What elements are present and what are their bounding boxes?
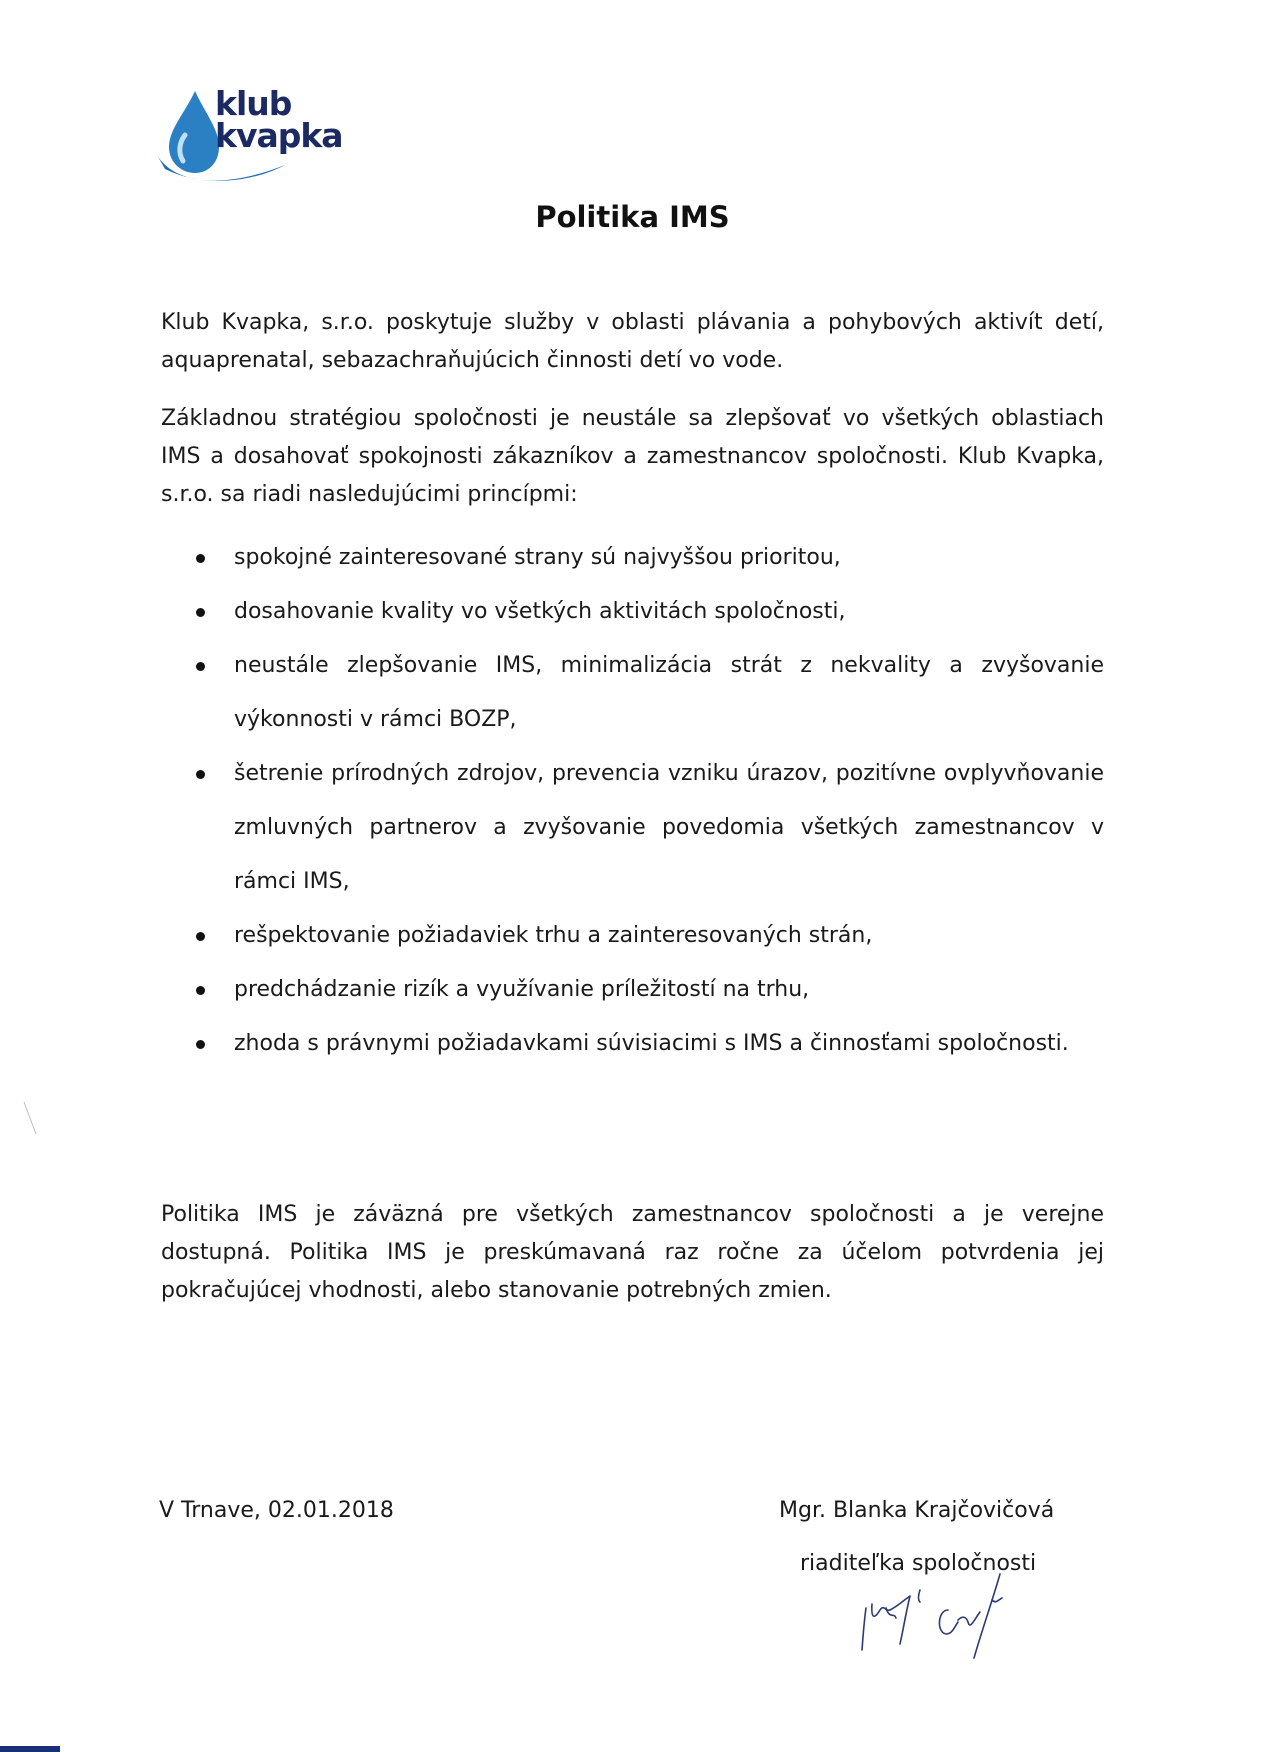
closing-paragraph: Politika IMS je záväzná pre všetkých zamestnancov spoločnosti a je verejne dostupná. Politika IMS je preskúmavaná raz ročne za účelom potvrdenia jej pokračujúcej vhodnosti, alebo stanovanie potrebných zmien. [161, 1202, 1104, 1303]
bullet-icon [196, 770, 205, 779]
list-item [190, 531, 1104, 585]
principle-text: rešpektovanie požiadaviek trhu a zainteresovaných strán, [234, 923, 873, 948]
bullet-icon [196, 608, 205, 617]
page-title: Politika IMS [535, 200, 730, 234]
bullet-icon [196, 932, 205, 941]
logo-text-kvapka: kvapka [215, 116, 343, 155]
logo-text-klub: klub [215, 84, 292, 123]
signatory-name: Mgr. Blanka Krajčovičová [779, 1498, 1055, 1523]
bullet-icon [196, 554, 205, 563]
list-item [190, 585, 1104, 639]
list-item [190, 1017, 1104, 1071]
principle-text: dosahovanie kvality vo všetkých aktivitách spoločnosti, [234, 599, 846, 624]
signatory-role: riaditeľka spoločnosti [800, 1551, 1037, 1576]
principles-list [190, 531, 1104, 1071]
place-date: V Trnave, 02.01.2018 [159, 1498, 394, 1523]
scan-artifact [22, 1100, 38, 1136]
list-item [190, 909, 1104, 963]
principle-text: neustále zlepšovanie IMS, minimalizácia strát z nekvality a zvyšovanie výkonnosti v rámci BOZP, [234, 653, 1104, 732]
bullet-icon [196, 986, 205, 995]
list-item [190, 747, 1104, 909]
intro-paragraph: Klub Kvapka, s.r.o. poskytuje služby v oblasti plávania a pohybových aktivít detí, aquaprenatal, sebazachraňujúcich činnosti detí vo vode. [161, 310, 1104, 373]
list-item [190, 639, 1104, 747]
principle-text: spokojné zainteresované strany sú najvyššou prioritou, [234, 545, 841, 570]
principle-text: zhoda s právnymi požiadavkami súvisiacimi s IMS a činnosťami spoločnosti. [234, 1031, 1069, 1056]
bullet-icon [196, 1040, 205, 1049]
strategy-paragraph: Základnou stratégiou spoločnosti je neustále sa zlepšovať vo všetkých oblastiach IMS a dosahovať spokojnosti zákazníkov a zamestnancov spoločnosti. Klub Kvapka, s.r.o. sa riadi nasledujúcimi princípmi: [161, 406, 1104, 507]
handwritten-signature [850, 1560, 1050, 1670]
bullet-icon [196, 662, 205, 671]
scan-edge-mark [0, 1746, 60, 1752]
scan-edge [0, 1746, 1275, 1752]
company-logo [155, 85, 415, 195]
principle-text: šetrenie prírodných zdrojov, prevencia vzniku úrazov, pozitívne ovplyvňovanie zmluvných partnerov a zvyšovanie povedomia všetkých zamestnancov v rámci IMS, [234, 761, 1104, 894]
list-item [190, 963, 1104, 1017]
principle-text: predchádzanie rizík a využívanie príležitostí na trhu, [234, 977, 810, 1002]
